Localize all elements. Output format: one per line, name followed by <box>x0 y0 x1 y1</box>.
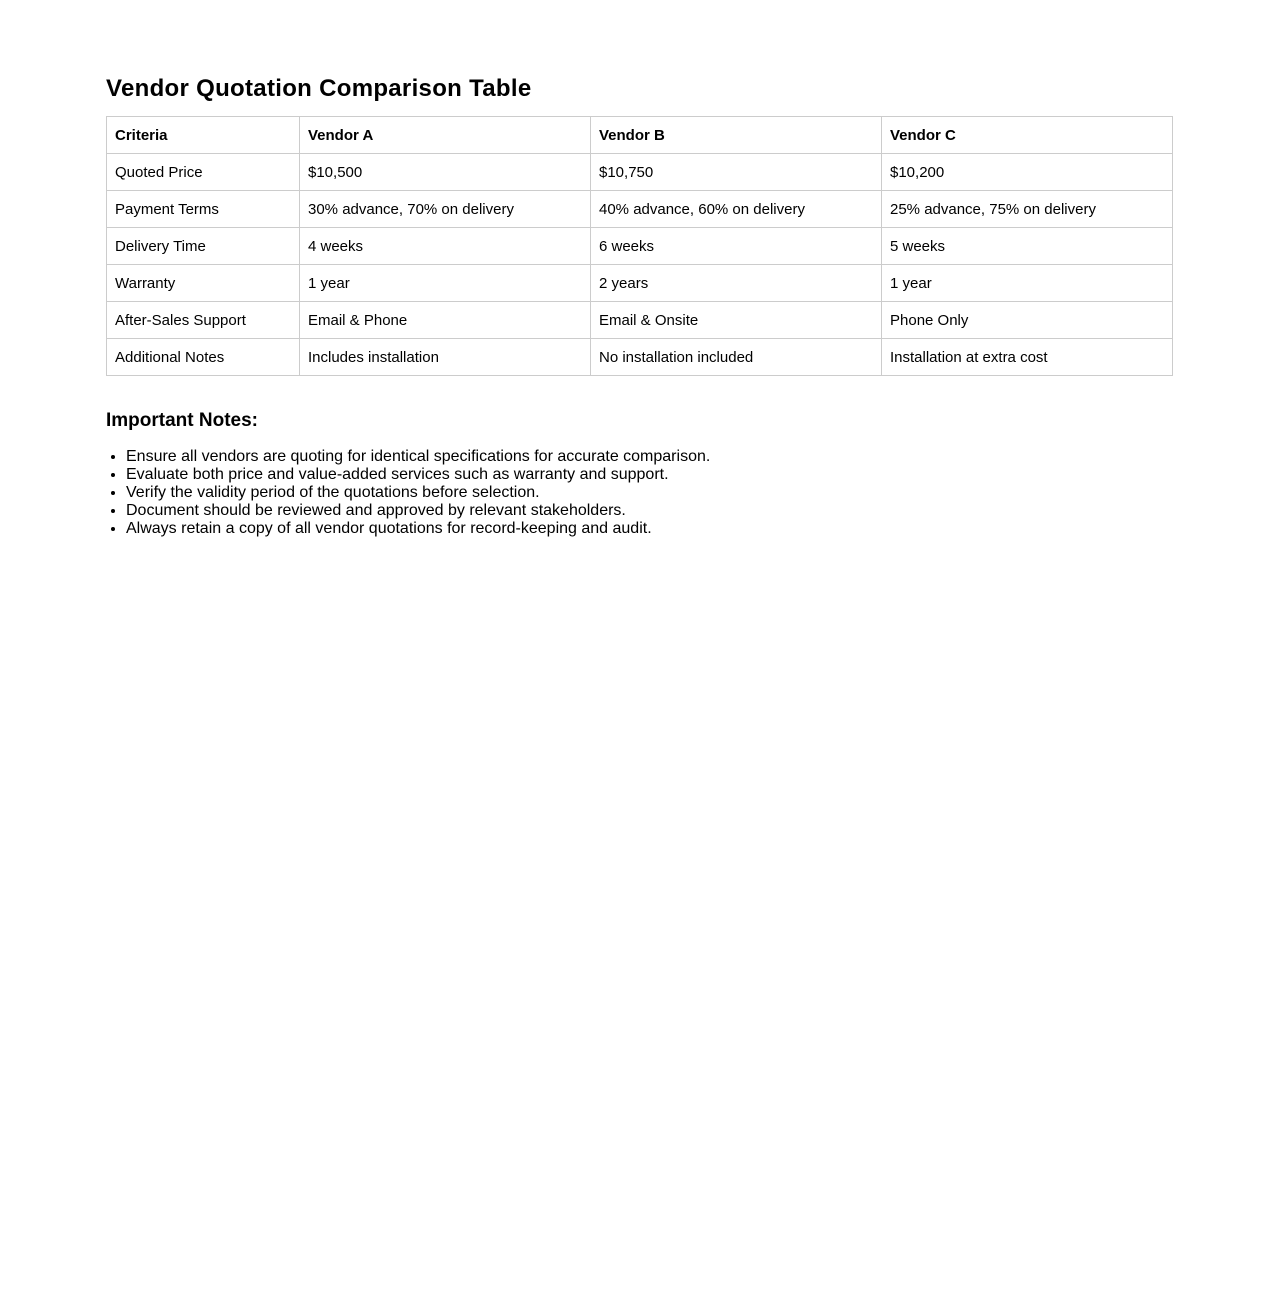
table-cell: Warranty <box>107 265 300 302</box>
table-cell: Quoted Price <box>107 154 300 191</box>
table-cell: 2 years <box>591 265 882 302</box>
notes-list <box>106 448 710 538</box>
list-item: • Document should be reviewed and approved by relevant stakeholders. <box>126 502 710 520</box>
table-row <box>107 191 1173 228</box>
comparison-table <box>106 116 1173 376</box>
table-row <box>107 339 1173 376</box>
table-cell: After-Sales Support <box>107 302 300 339</box>
table-row <box>107 265 1173 302</box>
table-cell: 1 year <box>882 265 1173 302</box>
table-cell: 6 weeks <box>591 228 882 265</box>
table-cell: Email & Phone <box>300 302 591 339</box>
table-row <box>107 154 1173 191</box>
header-vendor-a: Vendor A <box>300 117 591 154</box>
table-cell: 1 year <box>300 265 591 302</box>
table-cell: 25% advance, 75% on delivery <box>882 191 1173 228</box>
table-row <box>107 228 1173 265</box>
list-item: • Always retain a copy of all vendor quotations for record-keeping and audit. <box>126 520 710 538</box>
table-cell: 40% advance, 60% on delivery <box>591 191 882 228</box>
table-cell: $10,750 <box>591 154 882 191</box>
table-row <box>107 302 1173 339</box>
list-item: • Verify the validity period of the quotations before selection. <box>126 484 710 502</box>
table-cell: Additional Notes <box>107 339 300 376</box>
table-cell: Payment Terms <box>107 191 300 228</box>
table-cell: 4 weeks <box>300 228 591 265</box>
table-cell: Phone Only <box>882 302 1173 339</box>
table-cell: No installation included <box>591 339 882 376</box>
table-cell: Delivery Time <box>107 228 300 265</box>
header-vendor-b: Vendor B <box>591 117 882 154</box>
page-title: Vendor Quotation Comparison Table <box>106 75 532 102</box>
table-cell: 5 weeks <box>882 228 1173 265</box>
list-item: • Evaluate both price and value-added services such as warranty and support. <box>126 466 710 484</box>
table-cell: $10,200 <box>882 154 1173 191</box>
table-cell: Email & Onsite <box>591 302 882 339</box>
list-item: • Ensure all vendors are quoting for identical specifications for accurate comparison. <box>126 448 710 466</box>
table-header-row <box>107 117 1173 154</box>
table-cell: Installation at extra cost <box>882 339 1173 376</box>
table-cell: $10,500 <box>300 154 591 191</box>
header-vendor-c: Vendor C <box>882 117 1173 154</box>
header-criteria: Criteria <box>107 117 300 154</box>
table-cell: 30% advance, 70% on delivery <box>300 191 591 228</box>
notes-heading: Important Notes: <box>106 410 258 431</box>
table-cell: Includes installation <box>300 339 591 376</box>
